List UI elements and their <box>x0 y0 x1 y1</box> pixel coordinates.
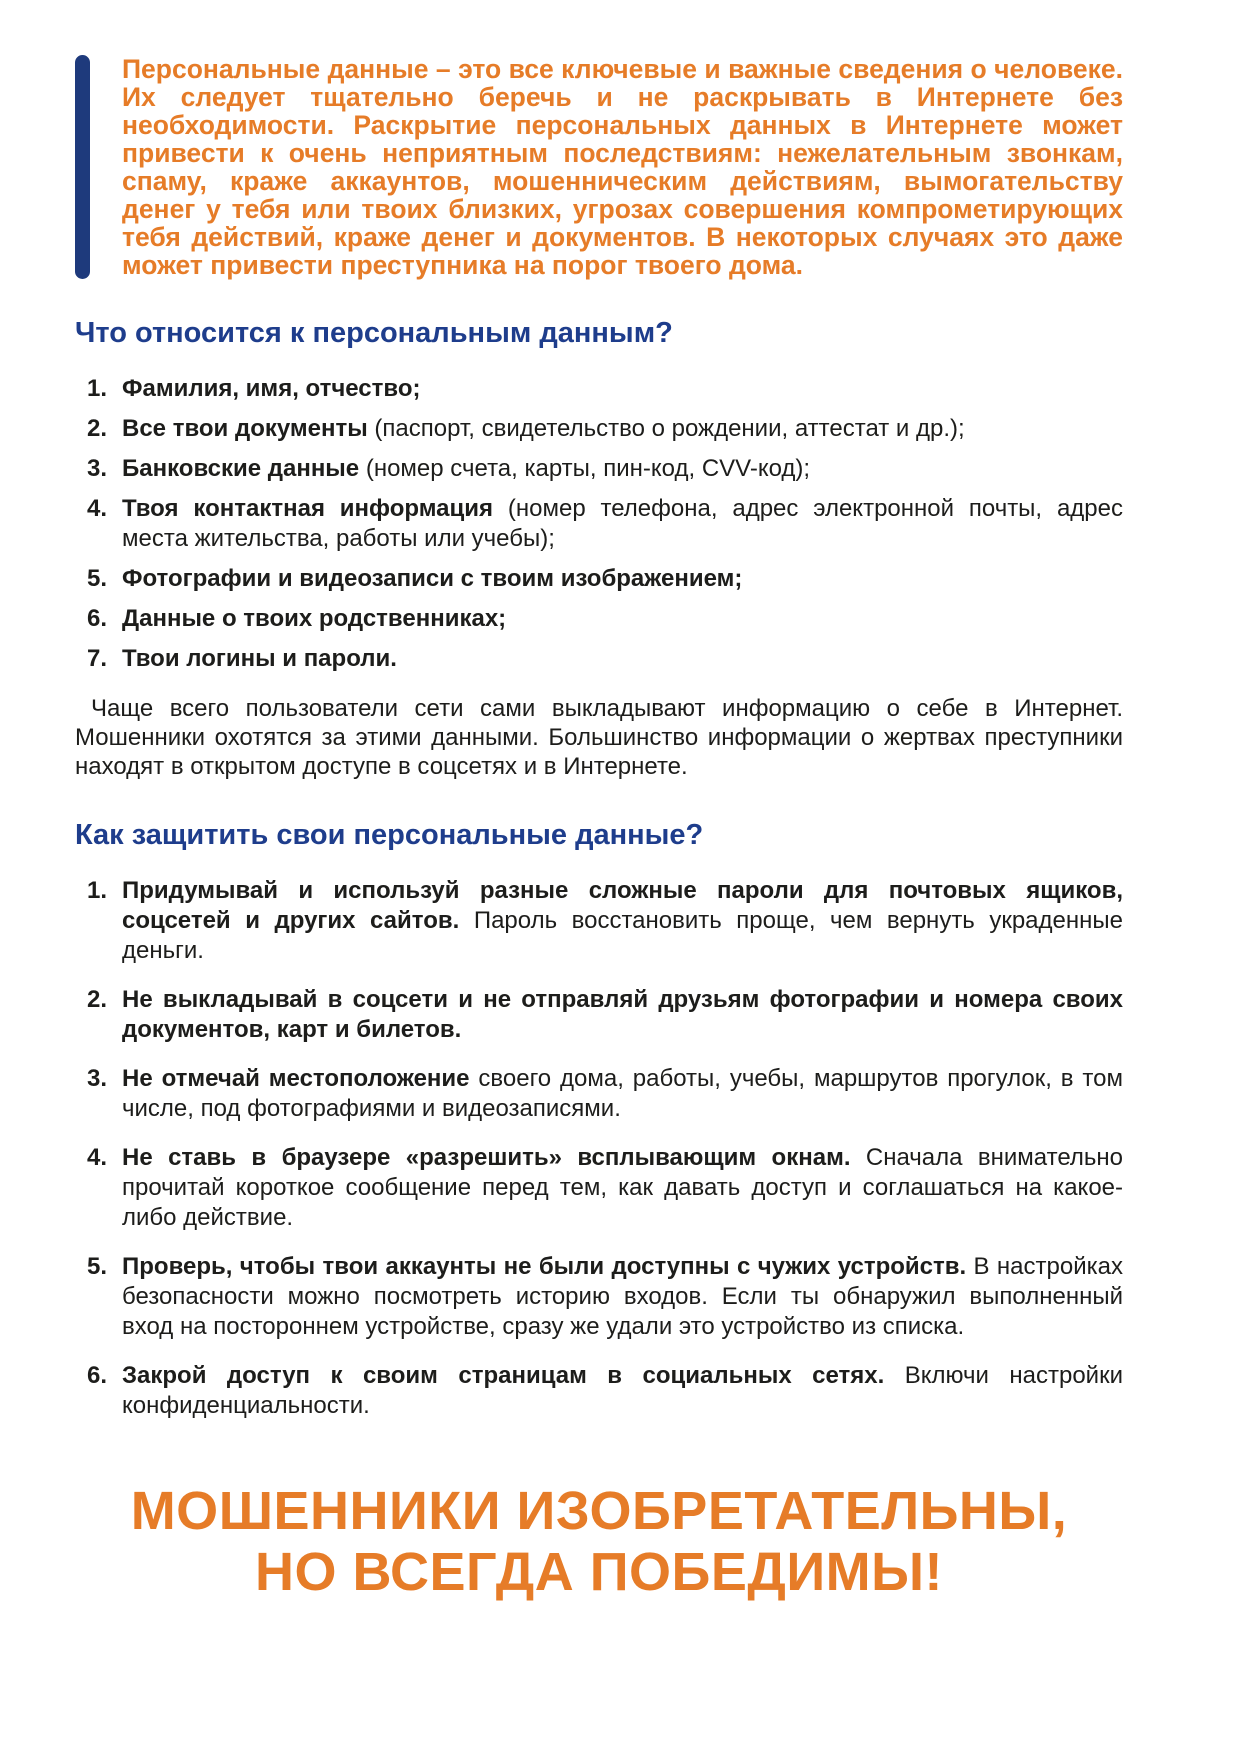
list-item-number: 3. <box>87 1065 108 1092</box>
intro-accent-bar <box>75 55 90 279</box>
list-item <box>75 1361 1123 1421</box>
list-item-number: 5. <box>87 565 108 592</box>
list-item <box>75 876 1123 966</box>
list-item <box>75 494 1123 554</box>
list-item <box>75 1064 1123 1124</box>
list-item-number: 1. <box>87 877 108 904</box>
intro-text: Персональные данные – это все ключевые и важные сведения о человеке. Их следует тщательно беречь и не раскрывать в Интернете без необходимости. Раскрытие персональных данных в Интернете может привести к очень неприятным последствиям: нежелательным звонкам, спаму, краже аккаунтов, мошенническим действиям, вымогательству денег у тебя или твоих близких, угрозах совершения компрометирующих тебя действий, краже денег и документов. В некоторых случаях это даже может привести преступника на порог твоего дома. <box>122 54 1123 280</box>
list-item-bold-text: Придумывай и используй разные сложные пароли для почтовых ящиков, соцсетей и других сайтов. <box>122 877 1123 934</box>
personal-data-list <box>75 374 1123 674</box>
list-item-regular-text: Включи настройки конфиденциальности. <box>122 1362 1123 1419</box>
list-item-number: 4. <box>87 495 108 522</box>
list-item <box>75 374 1123 404</box>
list-item <box>75 414 1123 444</box>
list-item-bold-text: Не отмечай местоположение <box>122 1065 470 1092</box>
list-item-number: 2. <box>87 415 108 442</box>
list-item-number: 6. <box>87 605 108 632</box>
footer-slogan <box>75 1481 1123 1603</box>
list-item <box>75 604 1123 634</box>
section2-heading: Как защитить свои персональные данные? <box>75 819 704 851</box>
intro-callout <box>75 55 1123 279</box>
list-item-number: 5. <box>87 1253 108 1280</box>
list-item <box>75 644 1123 674</box>
list-item-number: 3. <box>87 455 108 482</box>
list-item-number: 2. <box>87 986 108 1013</box>
list-item-bold-text: Данные о твоих родственниках; <box>122 605 507 632</box>
list-item <box>75 564 1123 594</box>
list-item-bold-text: Твои логины и пароли. <box>122 645 397 672</box>
section1-paragraph: Чаще всего пользователи сети сами выкладывают информацию о себе в Интернет. Мошенники охотятся за этими данными. Большинство информации о жертвах преступники находят в открытом доступе в соцсетях и в Интернете. <box>75 695 1123 780</box>
list-item-regular-text: Сначала внимательно прочитай короткое сообщение перед тем, как давать доступ и соглашаться на какое-либо действие. <box>122 1144 1123 1231</box>
list-item-bold-text: Проверь, чтобы твои аккаунты не были доступны с чужих устройств. <box>122 1253 967 1280</box>
list-item-regular-text: (паспорт, свидетельство о рождении, аттестат и др.); <box>367 415 965 442</box>
list-item <box>75 1143 1123 1233</box>
list-item-regular-text: (номер телефона, адрес электронной почты, адрес места жительства, работы или учебы); <box>122 495 1123 552</box>
list-item-number: 4. <box>87 1144 108 1171</box>
list-item <box>75 1252 1123 1342</box>
list-item-number: 7. <box>87 645 108 672</box>
protection-list <box>75 876 1123 1421</box>
list-item-bold-text: Банковские данные <box>122 455 360 482</box>
list-item-bold-text: Все твои документы <box>122 415 368 442</box>
list-item-bold-text: Не ставь в браузере «разрешить» всплывающим окнам. <box>122 1144 851 1171</box>
list-item-number: 1. <box>87 375 108 402</box>
footer-slogan-line2: НО ВСЕГДА ПОБЕДИМЫ! <box>255 1542 943 1602</box>
footer-slogan-line1: МОШЕННИКИ ИЗОБРЕТАТЕЛЬНЫ, <box>130 1481 1068 1541</box>
list-item-bold-text: Фамилия, имя, отчество; <box>122 375 421 402</box>
section1-heading: Что относится к персональным данным? <box>75 317 673 349</box>
list-item-regular-text: (номер счета, карты, пин-код, CVV-код); <box>359 455 811 482</box>
list-item-regular-text: своего дома, работы, учебы, маршрутов прогулок, в том числе, под фотографиями и видеозаписями. <box>122 1065 1123 1122</box>
list-item-number: 6. <box>87 1362 108 1389</box>
list-item-bold-text: Твоя контактная информация <box>122 495 494 522</box>
list-item <box>75 454 1123 484</box>
list-item-regular-text: Пароль восстановить проще, чем вернуть украденные деньги. <box>122 907 1123 964</box>
list-item-bold-text: Фотографии и видеозаписи с твоим изображением; <box>122 565 743 592</box>
list-item-regular-text: В настройках безопасности можно посмотреть историю входов. Если ты обнаружил выполненный вход на постороннем устройстве, сразу же удали это устройство из списка. <box>122 1253 1123 1340</box>
list-item-bold-text: Не выкладывай в соцсети и не отправляй друзьям фотографии и номера своих документов, карт и билетов. <box>122 986 1123 1043</box>
list-item <box>75 985 1123 1045</box>
list-item-bold-text: Закрой доступ к своим страницам в социальных сетях. <box>122 1362 885 1389</box>
